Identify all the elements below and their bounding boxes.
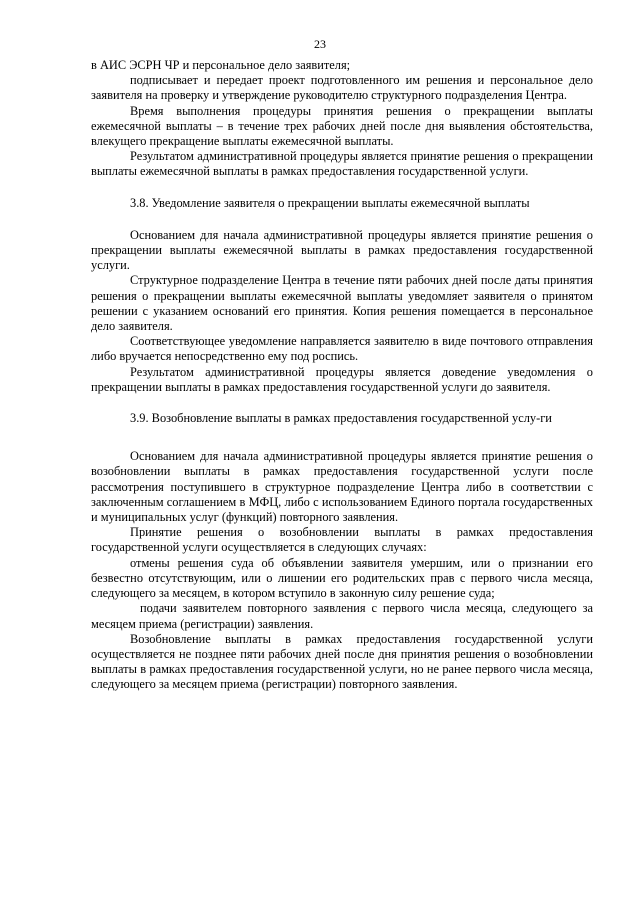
paragraph-execution-time: Время выполнения процедуры принятия решения о прекращении выплаты ежемесячной выплаты – в течение трех рабочих дней после дня выявления обстоятельства, влекущего прекращение выплаты ежемесячной выплаты.: [91, 103, 593, 149]
page-number: 23: [314, 37, 326, 51]
paragraph-resumption-timing: Возобновление выплаты в рамках предоставления государственной услуги осуществляется не позднее пяти рабочих дней после дня принятия решения о возобновлении выплаты в рамках предоставления государственной услуги, но не ранее первого числа месяца, следующего за месяцем приема (регистрации) повторного заявления.: [91, 631, 593, 692]
paragraph-continuation: в АИС ЭСРН ЧР и персональное дело заявителя;: [91, 58, 351, 72]
list-item-court-decision: отмены решения суда об объявлении заявителя умершим, или о признании его безвестно отсутствующим, или о лишении его родительских прав с первого числа месяца, следующего за месяцем, в котором вступило в законную силу решение суда;: [91, 555, 593, 601]
paragraph-notice-delivery: Соответствующее уведомление направляется заявителю в виде почтового отправления либо вручается непосредственно ему под роспись.: [91, 334, 593, 364]
section-heading-3-9: 3.9. Возобновление выплаты в рамках предоставления государственной услу-ги: [130, 411, 552, 426]
list-item-repeat-application: подачи заявителем повторного заявления с первого числа месяца, следующего за месяцем приема (регистрации) заявления.: [91, 601, 593, 631]
section-heading-3-8: 3.8. Уведомление заявителя о прекращении выплаты ежемесячной выплаты: [130, 195, 530, 210]
document-body: [91, 58, 593, 693]
paragraph-notify-applicant: Структурное подразделение Центра в течение пяти рабочих дней после даты принятия решения о прекращении выплаты ежемесячной выплаты уведомляет заявителя о принятом решении с указанием оснований его принятия. Копия решения помещается в персональное дело заявителя.: [91, 273, 593, 334]
paragraph-basis-notification: Основанием для начала административной процедуры является принятие решения о прекращении выплаты ежемесячной выплаты в рамках предоставления государственной услуги.: [91, 227, 593, 273]
paragraph-submission: подписывает и передает проект подготовленного им решения и персональное дело заявителя на проверку и утверждение руководителю структурного подразделения Центра.: [91, 73, 593, 103]
paragraph-result-notification: Результатом административной процедуры является доведение уведомления о прекращении выплаты в рамках предоставления государственной услуги до заявителя.: [91, 364, 593, 394]
paragraph-resumption-cases: Принятие решения о возобновлении выплаты в рамках предоставления государственной услуги осуществляется в следующих случаях:: [91, 525, 593, 555]
paragraph-basis-resumption: Основанием для начала административной процедуры является принятие решения о возобновлении выплаты в рамках предоставления государственной услуги после рассмотрения поступившего в структурное подразделение Центра либо в соответствии с заключенным соглашением в МФЦ, либо с использованием Единого портала государственных и муниципальных услуг (функций) повторного заявления.: [91, 449, 593, 525]
paragraph-result-decision: Результатом административной процедуры является принятие решения о прекращении выплаты ежемесячной выплаты в рамках предоставления государственной услуги.: [91, 149, 593, 179]
